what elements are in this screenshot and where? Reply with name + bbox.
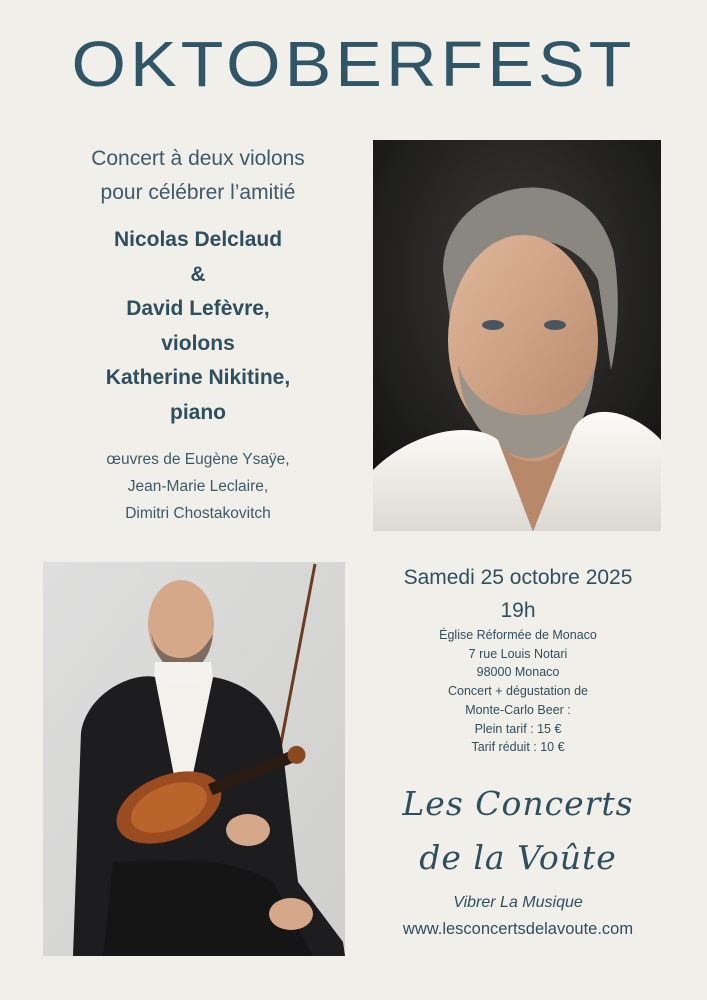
works-line: Dimitri Chostakovitch [125,505,271,522]
organizer-logo-line-2: de la Voûte [419,838,617,877]
violinist-portrait-photo [373,140,661,531]
organizer-logo-line-1: Les Concerts [402,784,634,823]
works-line: Jean-Marie Leclaire, [127,478,269,495]
venue-line: Concert + dégustation de [447,684,589,699]
performer-line: & [190,262,206,286]
works-line: œuvres de Eugène Ysaÿe, [106,451,290,468]
venue-details [373,626,663,757]
performer-line: Katherine Nikitine, [105,366,291,389]
event-date: Samedi 25 octobre 2025 [403,566,633,589]
venue-line: Monte-Carlo Beer : [465,702,571,717]
venue-line: Plein tarif : 15 € [474,721,562,736]
venue-line: Église Réformée de Monaco [439,628,597,642]
venue-line: 7 rue Louis Notari [468,646,568,661]
organizer-website-link[interactable]: www.lesconcertsdelavoute.com [402,920,634,938]
event-time: 19h [500,599,536,622]
performers-list [40,223,356,430]
subtitle-line: pour célébrer l’amitié [100,181,296,204]
performer-line: violons [161,331,235,355]
poster-title: OKTOBERFEST [71,28,636,100]
performer-line: piano [170,400,226,424]
venue-line: Tarif réduit : 10 € [471,740,565,755]
performer-line: David Lefèvre, [126,297,270,320]
performer-line: Nicolas Delclaud [113,228,283,251]
organizer-tagline: Vibrer La Musique [453,894,583,911]
subtitle-line: Concert à deux violons [91,147,305,170]
violinist-with-violin-photo [43,562,345,956]
concert-subtitle [40,142,356,210]
program-works [40,446,356,527]
venue-line: 98000 Monaco [476,665,560,680]
